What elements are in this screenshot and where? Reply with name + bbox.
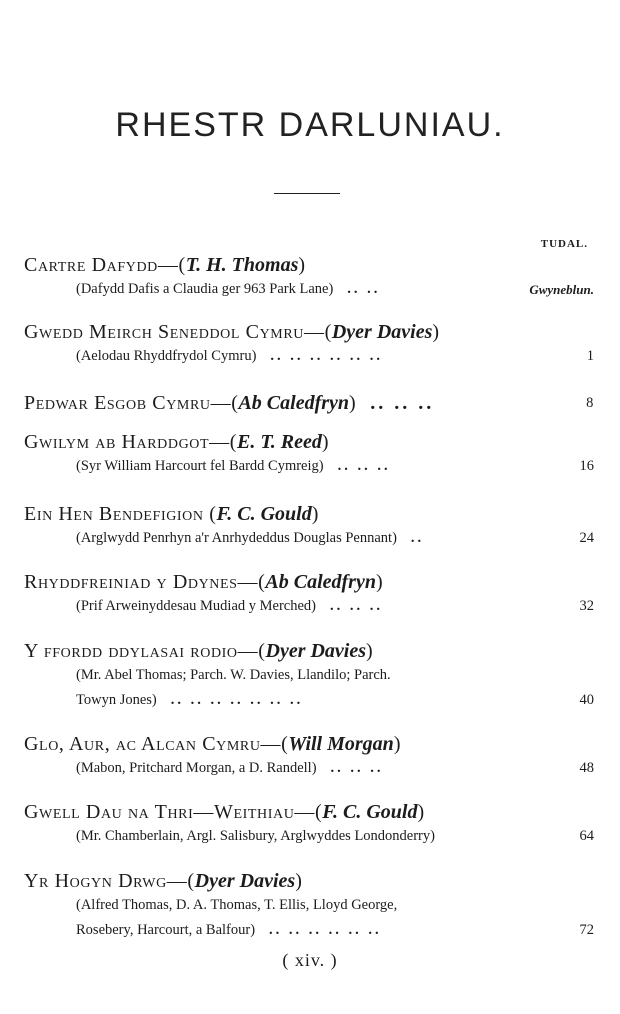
entry-heading: Yr Hogyn Drwg—(Dyer Davies) <box>24 870 303 892</box>
entry-heading: Ein Hen Bendefigion (F. C. Gould) <box>24 503 319 525</box>
entry-subjects: (Dafydd Dafis a Claudia ger 963 Park Lane) .. .. Gwyneblun. <box>76 277 594 302</box>
page-number: 1 <box>586 348 594 364</box>
entry-heading: Y ffordd ddylasai rodio—(Dyer Davies) <box>24 640 374 662</box>
list-item <box>24 430 594 479</box>
artist-name: Dyer Davies <box>194 870 296 892</box>
entry-subjects: (Arglwydd Penrhyn a'r Anrhydeddus Douglas Pennant) .. 24 <box>76 526 594 551</box>
list-item <box>24 639 594 713</box>
entry-subjects: (Prif Arweinyddesau Mudiad y Merched) .. .. .. 32 <box>76 594 594 619</box>
page-folio: ( xiv. ) <box>282 950 338 970</box>
entry-subjects-continued: Towyn Jones) .. .. .. .. .. .. .. 40 <box>76 688 594 713</box>
artist-name: Ab Caledfryn <box>265 571 376 593</box>
artist-name: T. H. Thomas <box>185 254 299 276</box>
page-number: 16 <box>579 458 594 474</box>
entry-subjects-continued: Rosebery, Harcourt, a Balfour) .. .. .. .. .. .. 72 <box>76 918 594 943</box>
page-column-header: TUDAL. <box>540 238 588 250</box>
list-item <box>24 320 594 369</box>
entry-subjects: (Syr William Harcourt fel Bardd Cymreig) .. .. .. 16 <box>76 454 594 479</box>
artist-name: F. C. Gould <box>322 801 418 823</box>
page-number: 64 <box>579 828 594 844</box>
artist-name: E. T. Reed <box>237 431 322 453</box>
artist-name: F. C. Gould <box>216 503 312 525</box>
artist-name: Dyer Davies <box>265 640 367 662</box>
list-item <box>24 800 594 849</box>
entry-heading: Gwell Dau na Thri—Weithiau—(F. C. Gould) <box>24 801 425 823</box>
entry-subjects: (Mr. Chamberlain, Argl. Salisbury, Arglwyddes Londonderry) 64 <box>76 824 594 849</box>
page-number: 24 <box>579 530 594 546</box>
page-number: 48 <box>579 760 594 776</box>
page-number: Gwyneblun. <box>529 282 594 297</box>
title-rule <box>274 193 340 194</box>
entry-subjects: (Alfred Thomas, D. A. Thomas, T. Ellis, Lloyd George, <box>76 897 398 913</box>
list-item <box>24 570 594 619</box>
list-item <box>24 253 594 302</box>
list-item <box>24 732 594 781</box>
entry-heading: Rhyddfreiniad y Ddynes—(Ab Caledfryn) <box>24 571 384 593</box>
entry-heading: Glo, Aur, ac Alcan Cymru—(Will Morgan) <box>24 733 402 755</box>
entry-subjects: (Mabon, Pritchard Morgan, a D. Randell) .. .. .. 48 <box>76 756 594 781</box>
page-number: 32 <box>579 598 594 614</box>
page-number: 40 <box>579 692 594 708</box>
page-title: RHESTR DARLUNIAU. <box>115 106 505 144</box>
entry-heading: Gwedd Meirch Seneddol Cymru—(Dyer Davies) <box>24 321 440 343</box>
page-number: 8 <box>586 395 594 411</box>
artist-name: Dyer Davies <box>331 321 433 343</box>
entry-subjects: (Mr. Abel Thomas; Parch. W. Davies, Llandilo; Parch. <box>76 667 391 683</box>
entry-heading: Pedwar Esgob Cymru—(Ab Caledfryn) .. .. .. 8 <box>24 392 594 414</box>
entry-heading: Cartre Dafydd—(T. H. Thomas) <box>24 254 306 276</box>
page-number: 72 <box>579 922 594 938</box>
list-item <box>24 502 594 551</box>
artist-name: Ab Caledfryn <box>238 392 350 414</box>
entry-subjects: (Aelodau Rhyddfrydol Cymru) .. .. .. .. .. .. 1 <box>76 344 594 369</box>
list-item <box>24 869 594 943</box>
entry-heading: Gwilym ab Harddgot—(E. T. Reed) <box>24 431 330 453</box>
list-item <box>24 391 594 415</box>
artist-name: Will Morgan <box>288 733 394 755</box>
